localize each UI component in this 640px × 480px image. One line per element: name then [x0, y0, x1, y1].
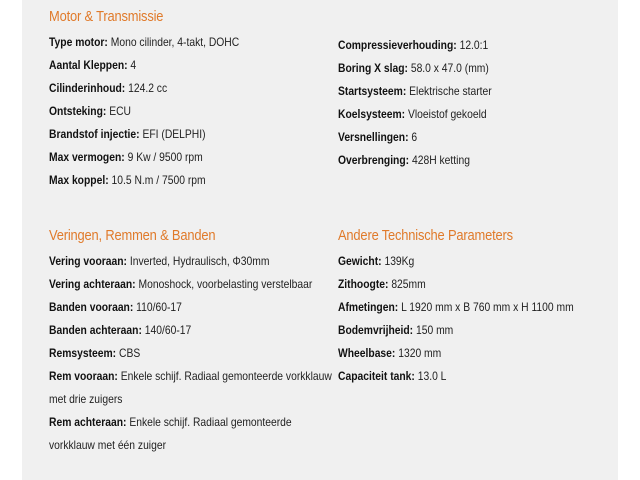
spec-label: Gewicht:	[338, 254, 382, 268]
spec-label: Overbrenging:	[338, 153, 410, 167]
spec-value: 12.0:1	[459, 38, 489, 52]
spec-value: 110/60-17	[136, 300, 182, 314]
spec-row	[338, 103, 492, 126]
spec-value: CBS	[118, 346, 141, 360]
spec-value: 150 mm	[416, 323, 454, 337]
spec-value: 9 Kw / 9500 rpm	[127, 150, 203, 164]
spec-value: 4	[130, 58, 137, 72]
spec-value: 124.2 cc	[128, 81, 168, 95]
spec-row	[338, 34, 492, 57]
spec-panel	[22, 0, 618, 480]
spec-row	[338, 342, 574, 365]
spec-row	[49, 100, 239, 123]
motor-transmissie-title: Motor & Transmissie	[49, 8, 164, 25]
spec-row	[49, 319, 339, 342]
spec-label: Koelsysteem:	[338, 107, 406, 121]
spec-value: Vloeistof gekoeld	[407, 107, 487, 121]
spec-label: Compressieverhouding:	[338, 38, 457, 52]
motor-right-section	[338, 34, 517, 172]
spec-row	[338, 250, 574, 273]
andere-list	[338, 250, 612, 388]
spec-row	[49, 273, 339, 296]
spec-value: 139Kg	[384, 254, 415, 268]
spec-label: Brandstof injectie:	[49, 127, 140, 141]
spec-label: Startsysteem:	[338, 84, 407, 98]
spec-row	[338, 149, 492, 172]
spec-row	[338, 296, 574, 319]
spec-row	[338, 80, 492, 103]
spec-row	[49, 146, 239, 169]
veringen-title: Veringen, Remmen & Banden	[49, 227, 216, 244]
spec-label: Max koppel:	[49, 173, 109, 187]
spec-value: Enkele schijf. Radiaal gemonteerde vorkklauw met drie zuigers	[49, 369, 332, 406]
spec-label: Vering vooraan:	[49, 254, 128, 268]
spec-label: Boring X slag:	[338, 61, 408, 75]
spec-row	[49, 54, 239, 77]
spec-value: ECU	[109, 104, 132, 118]
spec-label: Banden vooraan:	[49, 300, 134, 314]
spec-label: Aantal Kleppen:	[49, 58, 128, 72]
spec-value: 1320 mm	[398, 346, 442, 360]
spec-row	[338, 319, 574, 342]
spec-label: Zithoogte:	[338, 277, 389, 291]
spec-value: EFI (DELPHI)	[142, 127, 206, 141]
spec-row	[49, 411, 339, 457]
motor-right-list	[338, 34, 517, 172]
spec-label: Vering achteraan:	[49, 277, 136, 291]
spec-label: Remsysteem:	[49, 346, 117, 360]
spec-value: Elektrische starter	[409, 84, 492, 98]
spec-row	[49, 365, 339, 411]
spec-value: 13.0 L	[417, 369, 447, 383]
spec-value: 6	[411, 130, 418, 144]
spec-label: Rem achteraan:	[49, 415, 127, 429]
spec-label: Banden achteraan:	[49, 323, 142, 337]
spec-row	[338, 365, 574, 388]
spec-label: Rem vooraan:	[49, 369, 118, 383]
spec-row	[338, 57, 492, 80]
spec-value: 140/60-17	[144, 323, 192, 337]
spec-row	[338, 126, 492, 149]
motor-left-list	[49, 31, 270, 192]
spec-label: Max vermogen:	[49, 150, 125, 164]
spec-label: Type motor:	[49, 35, 108, 49]
spec-value: 58.0 x 47.0 (mm)	[410, 61, 489, 75]
veringen-section	[49, 227, 389, 457]
spec-value: Enkele schijf. Radiaal gemonteerde vorkklauw met één zuiger	[49, 415, 292, 452]
spec-row	[338, 273, 574, 296]
spec-label: Capaciteit tank:	[338, 369, 415, 383]
spec-value: Monoshock, voorbelasting verstelbaar	[138, 277, 313, 291]
motor-transmissie-section	[49, 8, 270, 192]
spec-value: L 1920 mm x B 760 mm x H 1100 mm	[401, 300, 574, 314]
spec-label: Versnellingen:	[338, 130, 409, 144]
spec-label: Cilinderinhoud:	[49, 81, 126, 95]
andere-section	[338, 227, 612, 388]
spec-label: Bodemvrijheid:	[338, 323, 414, 337]
spec-value: 825mm	[391, 277, 426, 291]
spec-row	[49, 250, 339, 273]
spec-label: Afmetingen:	[338, 300, 399, 314]
spec-row	[49, 296, 339, 319]
spec-row	[49, 77, 239, 100]
spec-row	[49, 169, 239, 192]
spec-row	[49, 342, 339, 365]
andere-title: Andere Technische Parameters	[338, 227, 513, 244]
spec-row	[49, 123, 239, 146]
spec-row	[49, 31, 239, 54]
spec-value: 428H ketting	[411, 153, 470, 167]
spec-label: Ontsteking:	[49, 104, 107, 118]
spec-value: 10.5 N.m / 7500 rpm	[111, 173, 206, 187]
spec-label: Wheelbase:	[338, 346, 396, 360]
veringen-list	[49, 250, 389, 457]
spec-value: Mono cilinder, 4-takt, DOHC	[110, 35, 240, 49]
spec-value: Inverted, Hydraulisch, Φ30mm	[129, 254, 270, 268]
